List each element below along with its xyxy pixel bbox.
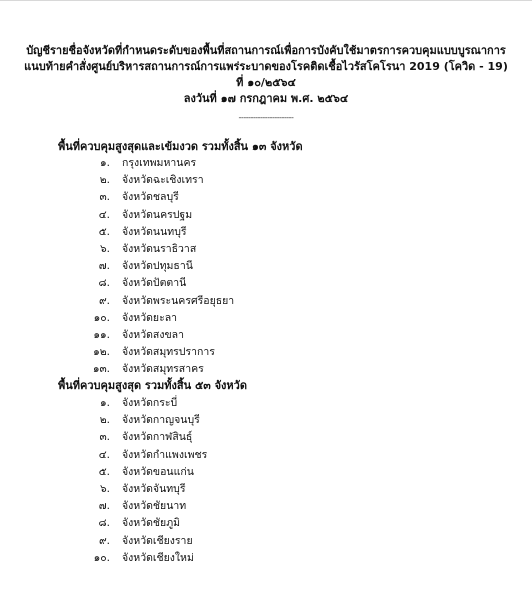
header-title-line1: บัญชีรายชื่อจังหวัดที่กำหนดระดับของพื้นที่สถานการณ์เพื่อการบังคับใช้มาตรการควบคุมแบบบูรณาการ xyxy=(26,44,506,57)
item-number: ๙. xyxy=(98,534,110,547)
province-name: จังหวัดสงขลา xyxy=(122,328,184,341)
item-number: ๑๒. xyxy=(93,346,110,359)
item-number: ๖. xyxy=(99,482,110,495)
header-order-number: ที่ ๑๐/๒๕๖๔ xyxy=(236,76,296,89)
document-header xyxy=(0,43,532,107)
province-name: จังหวัดขอนแก่น xyxy=(122,465,194,478)
item-number: ๑. xyxy=(99,157,110,169)
item-number: ๓. xyxy=(99,431,110,444)
item-number: ๒. xyxy=(99,414,110,427)
item-number: ๘. xyxy=(98,517,110,530)
item-number: ๑. xyxy=(99,397,110,409)
province-name: จังหวัดเชียงราย xyxy=(122,534,193,547)
section-title-strict-control: พื้นที่ควบคุมสูงสุดและเข้มงวด รวมทั้งสิ้น ๑๓ จังหวัด xyxy=(58,140,303,153)
province-name: จังหวัดนราธิวาส xyxy=(122,242,197,255)
item-number: ๔. xyxy=(98,448,110,461)
province-name: จังหวัดนครปฐม xyxy=(122,208,193,221)
item-number: ๔. xyxy=(98,208,110,221)
province-name: จังหวัดยะลา xyxy=(122,311,178,324)
province-name: กรุงเทพมหานคร xyxy=(122,157,197,169)
province-name: จังหวัดเชียงใหม่ xyxy=(122,551,194,564)
header-date: ลงวันที่ ๑๗ กรกฎาคม พ.ศ. ๒๕๖๔ xyxy=(183,92,349,105)
province-name: จังหวัดชัยภูมิ xyxy=(122,517,181,530)
province-name: จังหวัดกาฬสินธุ์ xyxy=(122,431,193,444)
item-number: ๗. xyxy=(98,260,110,273)
province-name: จังหวัดนนทบุรี xyxy=(122,225,187,238)
item-number: ๕. xyxy=(98,225,110,238)
province-name: จังหวัดชัยนาท xyxy=(122,500,187,513)
province-name: จังหวัดจันทบุรี xyxy=(122,482,186,495)
item-number: ๘. xyxy=(98,277,110,290)
province-name: จังหวัดปัตตานี xyxy=(122,277,187,290)
page-top-border xyxy=(0,0,532,1)
province-name: จังหวัดกระบี่ xyxy=(122,397,178,409)
section-title-maximum-control: พื้นที่ควบคุมสูงสุด รวมทั้งสิ้น ๕๓ จังหวัด xyxy=(58,379,248,392)
item-number: ๑๐. xyxy=(93,311,110,324)
province-name: จังหวัดสมุทรปราการ xyxy=(122,346,215,359)
item-number: ๕. xyxy=(98,465,110,478)
header-title-line2: แนบท้ายคำสั่งศูนย์บริหารสถานการณ์การแพร่ระบาดของโรคติดเชื้อไวรัสโคโรนา 2019 (โควิด - 19) xyxy=(24,60,508,73)
province-name: จังหวัดกำแพงเพชร xyxy=(122,448,208,461)
province-name: จังหวัดกาญจนบุรี xyxy=(122,414,200,427)
item-number: ๗. xyxy=(98,500,110,513)
item-number: ๒. xyxy=(99,174,110,187)
province-name: จังหวัดฉะเชิงเทรา xyxy=(122,174,204,187)
province-name: จังหวัดสมุทรสาคร xyxy=(122,363,204,376)
item-number: ๙. xyxy=(98,294,110,307)
item-number: ๑๑. xyxy=(93,328,110,341)
item-number: ๖. xyxy=(99,242,110,255)
province-name: จังหวัดพระนครศรีอยุธยา xyxy=(122,294,235,307)
header-separator: ----------------------- xyxy=(238,113,294,122)
province-name: จังหวัดชลบุรี xyxy=(122,191,179,204)
province-name: จังหวัดปทุมธานี xyxy=(122,260,193,273)
item-number: ๑๓. xyxy=(92,363,110,376)
item-number: ๑๐. xyxy=(93,551,110,564)
item-number: ๓. xyxy=(99,191,110,204)
